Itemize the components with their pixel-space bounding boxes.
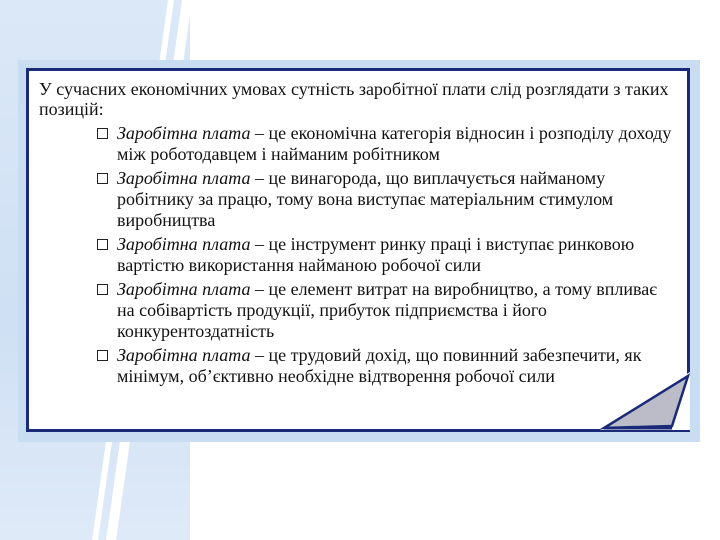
- intro-text: У сучасних економічних умовах сутність заробітної плати слід розглядати з таких позицій:: [39, 79, 669, 119]
- list-item: [39, 234, 677, 276]
- list-item: [39, 123, 677, 165]
- item-text: – це трудовий дохід, що повинний забезпечити, як мінімум, об’єктивно необхідне відтворення робочої сили: [117, 345, 642, 386]
- list-item: [39, 279, 677, 342]
- content-card: [26, 68, 690, 432]
- item-text: – це інструмент ринку праці і виступає ринковою вартістю використання найманою робочої сили: [117, 234, 635, 275]
- item-text: – це економічна категорія відносин і розподілу доходу між роботодавцем і найманим робітником: [117, 123, 672, 164]
- item-term: Заробітна плата: [117, 234, 251, 254]
- item-term: Заробітна плата: [117, 123, 251, 143]
- item-text: – це елемент витрат на виробництво, а тому впливає на собівартість продукції, прибуток підприємства і його конкурентоздатність: [117, 279, 657, 341]
- checkbox-icon: [97, 173, 108, 184]
- item-term: Заробітна плата: [117, 168, 251, 188]
- checkbox-icon: [97, 239, 108, 250]
- checkbox-icon: [97, 350, 108, 361]
- item-term: Заробітна плата: [117, 279, 251, 299]
- list-item: [39, 345, 677, 387]
- card-body: [39, 79, 677, 390]
- checkbox-icon: [97, 128, 108, 139]
- item-term: Заробітна плата: [117, 345, 251, 365]
- page-curl-icon: [600, 372, 694, 434]
- checkbox-icon: [97, 284, 108, 295]
- item-text: – це винагорода, що виплачується найманому робітнику за працю, тому вона виступає матеріальним стимулом виробництва: [117, 168, 614, 230]
- list-item: [39, 168, 677, 231]
